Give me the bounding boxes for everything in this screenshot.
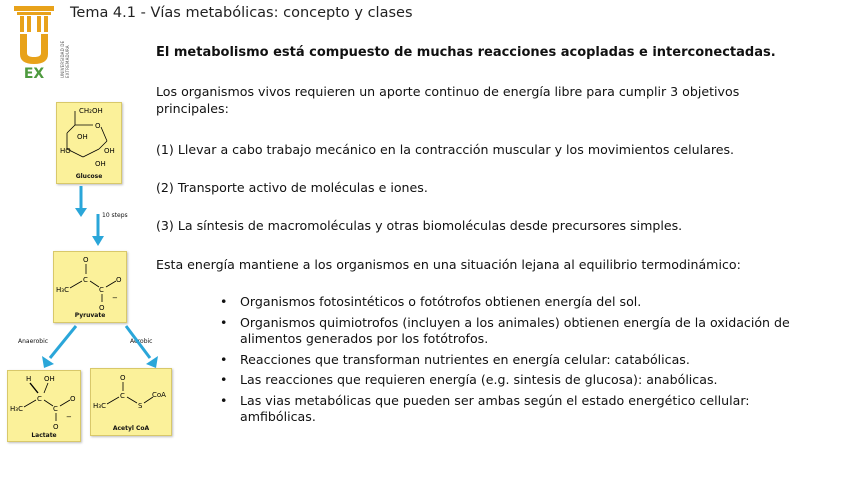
glucose-o: O [95, 122, 101, 130]
logo-letters: EX [23, 66, 45, 80]
headline: El metabolismo está compuesto de muchas reacciones acopladas e interconectadas. [156, 45, 776, 60]
glucose-oh3: OH [95, 160, 106, 168]
anaerobic-label: Anaerobic [18, 338, 49, 345]
energy-statement: Esta energía mantiene a los organismos en una situación lejana al equilibrio termodinámico: [156, 257, 741, 272]
pyruvate-c1: C [83, 276, 88, 284]
lactate-box [7, 370, 81, 442]
pyruvate-o-top: O [83, 256, 89, 264]
glucose-oh1: OH [77, 133, 88, 141]
bullet-list [218, 294, 818, 430]
lactate-o-right: O [70, 395, 76, 403]
bullet-item: • Organismos quimiotrofos (incluyen a los animales) obtienen energía de la oxidación de alimentos generados por los fotótrofos. [218, 315, 818, 348]
glucose-label: Glucose [75, 173, 103, 180]
aerobic-label: Aerobic [130, 338, 153, 345]
objective-2: (2) Transporte activo de moléculas e iones. [156, 180, 428, 195]
acetyl-c: C [120, 392, 125, 400]
lactate-oh: OH [44, 375, 55, 383]
pyruvate-label: Pyruvate [74, 312, 106, 319]
lactate-h: H [26, 375, 32, 383]
lactate-structure [8, 371, 80, 441]
bullet-item: • Organismos fotosintéticos o fotótrofos obtienen energía del sol. [218, 294, 818, 311]
bullet-item: • Reacciones que transforman nutrientes en energía celular: catabólicas. [218, 352, 818, 369]
acetyl-coa-box [90, 368, 172, 436]
pyruvate-minus: − [112, 294, 118, 302]
logo-vertical-text: UNIVERSIDAD DE EXTREMADURA [60, 40, 70, 78]
slide-title: Tema 4.1 - Vías metabólicas: concepto y clases [70, 5, 413, 21]
pyruvate-o-right: O [116, 276, 122, 284]
lactate-h3c: H₃C [10, 405, 23, 413]
lactate-c2: C [53, 405, 58, 413]
acetyl-o-top: O [120, 374, 126, 382]
lactate-label: Lactate [31, 432, 57, 439]
objective-1: (1) Llevar a cabo trabajo mecánico en la contracción muscular y los movimientos celulares. [156, 142, 735, 157]
bullet-item: • Las vias metabólicas que pueden ser ambas según el estado energético cellular: amfibólicas. [218, 393, 818, 426]
lactate-minus: − [66, 413, 72, 421]
pyruvate-c2: C [99, 286, 104, 294]
glucose-oh2: OH [104, 147, 115, 155]
bullet-item: • Las reacciones que requieren energía (e.g. sintesis de glucosa): anabólicas. [218, 372, 818, 389]
uex-logo [8, 4, 70, 80]
lactate-o-bottom: O [53, 423, 59, 431]
glucose-ho: HO [60, 147, 71, 155]
glucose-ch2oh: CH₂OH [79, 107, 103, 115]
pyruvate-h3c: H₃C [56, 286, 69, 294]
acetyl-h3c: H₃C [93, 402, 106, 410]
glucose-structure [57, 103, 121, 183]
steps-label: 10 steps [102, 212, 128, 219]
pyruvate-o-bottom: O [99, 304, 105, 312]
objective-3: (3) La síntesis de macromoléculas y otras biomoléculas desde precursores simples. [156, 218, 683, 233]
lactate-c1: C [37, 395, 42, 403]
acetyl-s: S [138, 402, 143, 410]
acetyl-coa-text: CoA [152, 391, 166, 399]
glucose-box [56, 102, 122, 184]
acetyl-coa-label: Acetyl CoA [112, 425, 150, 432]
pyruvate-box [53, 251, 127, 323]
intro-paragraph: Los organismos vivos requieren un aporte continuo de energía libre para cumplir 3 objetivos principales: [156, 84, 740, 116]
branch-arrows [36, 322, 166, 370]
